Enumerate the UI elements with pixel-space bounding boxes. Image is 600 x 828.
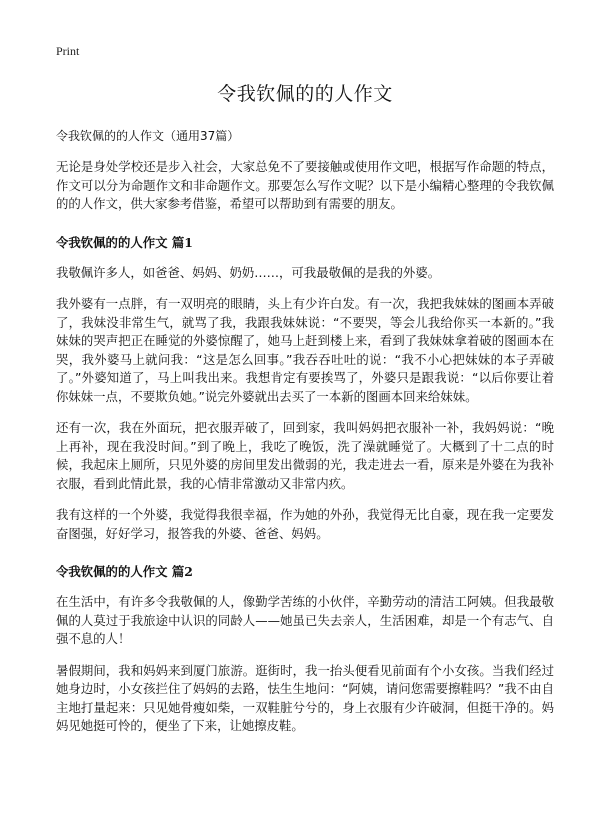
essay-paragraph: 我敬佩许多人，如爸爸、妈妈、奶奶……，可我最敬佩的是我的外婆。	[56, 264, 441, 280]
essay-paragraph: 我有这样的一个外婆，我觉得我很幸福，作为她的外孙，我觉得无比自豪，现在我一定要发奋图强，好好学习，报答我的外婆、爸爸、妈妈。	[56, 507, 554, 541]
section-heading: 令我钦佩的的人作文 篇2	[56, 564, 193, 579]
section-heading: 令我钦佩的的人作文 篇1	[56, 234, 193, 250]
essay-paragraph: 我外婆有一点胖，有一双明亮的眼睛，头上有少许白发。有一次，我把我妹妹的图画本弄破了，我妹没非常生气，就骂了我，我跟我妹妹说：“不要哭，等会儿我给你买一本新的。”我妹妹的哭声把正在睡觉的外婆惊醒了，她马上赶到楼上来，看到了我妹妹拿着破的图画本在哭，我外婆马上就问我：“这是怎么回事。”我吞吞吐吐的说：“我不小心把妹妹的本子弄破了。”外婆知道了，马上叫我出来。我想肯定有要挨骂了，外婆只是跟我说：“以后你要让着你妹妹一点，不要欺负她。”说完外婆就出去买了一本新的图画本回来给妹妹。	[56, 296, 554, 404]
intro-paragraph: 无论是身处学校还是步入社会，大家总免不了要接触或使用作文吧，根据写作命题的特点，作文可以分为命题作文和非命题作文。那要怎么写作文呢？以下是小编精心整理的令我钦佩的的人作文，供大家参考借鉴，希望可以帮助到有需要的朋友。	[56, 159, 554, 211]
essay-paragraph: 在生活中，有许多令我敬佩的人，像勤学苦练的小伙伴，辛勤劳动的清洁工阿姨。但我最敬佩的人莫过于我旅途中认识的同龄人——她虽已失去亲人，生活困难，却是一个有志气、自强不息的人！	[56, 594, 554, 646]
essay-paragraph: 还有一次，我在外面玩，把衣服弄破了，回到家，我叫妈妈把衣服补一补，我妈妈说：“晚上再补，现在我没时间。”到了晚上，我吃了晚饭，洗了澡就睡觉了。大概到了十二点的时候，我起床上厕所，只见外婆的房间里发出微弱的光，我走进去一看，原来是外婆在为我补衣服，看到此情此景，我的心情非常激动又非常内疚。	[56, 420, 554, 491]
essay-section-2	[56, 563, 554, 736]
document-subtitle: 令我钦佩的的人作文（通用37篇）	[56, 129, 240, 143]
essay-paragraph: 暑假期间，我和妈妈来到厦门旅游。逛街时，我一抬头便看见前面有个小女孩。当我们经过她身边时，小女孩拦住了妈妈的去路，怯生生地问：“阿姨，请问您需要擦鞋吗？”我不由自主地打量起来：只见她骨瘦如柴，一双鞋脏兮兮的，身上衣服有少许破洞，但挺干净的。妈妈见她挺可怜的，便坐了下来，让她擦皮鞋。	[56, 662, 554, 733]
print-link[interactable]: Print	[56, 44, 80, 58]
essay-section-1	[56, 234, 554, 544]
page-title: 令我钦佩的的人作文	[217, 83, 393, 105]
